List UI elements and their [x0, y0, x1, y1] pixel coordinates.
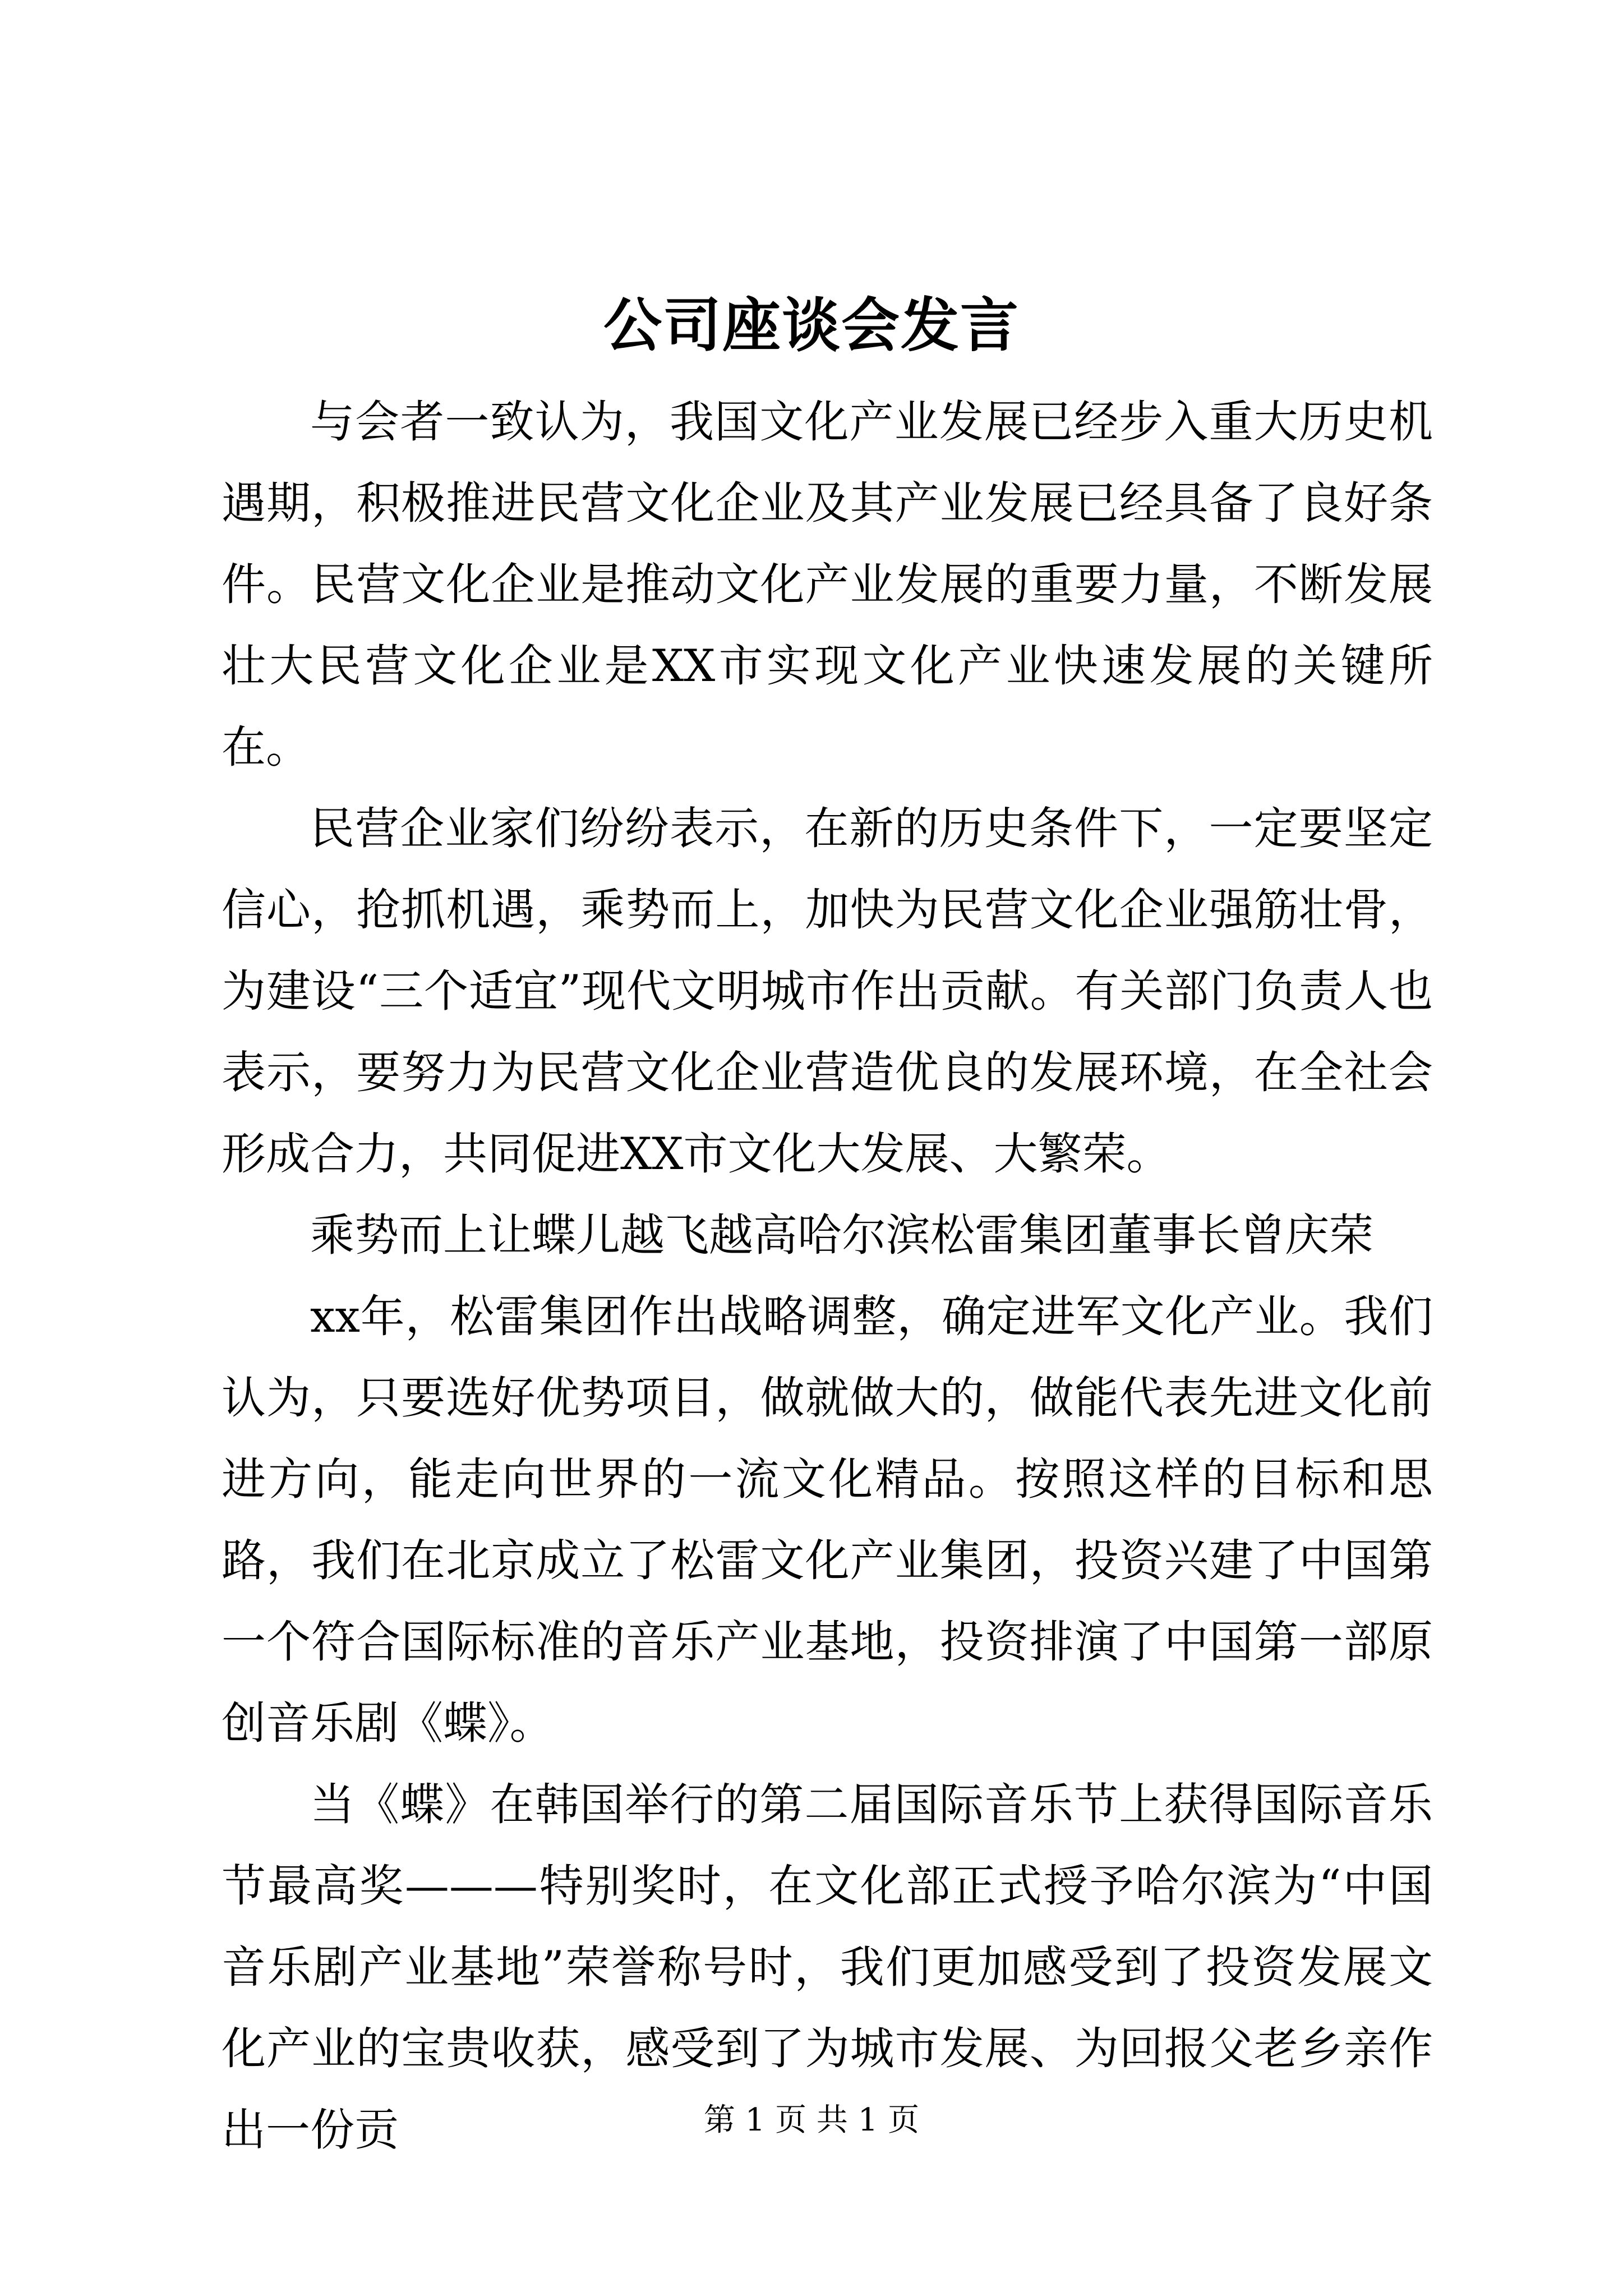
- paragraph-3: 乘势而上让蝶儿越飞越高哈尔滨松雷集团董事长曾庆荣: [310, 1209, 1373, 1261]
- paragraph-5: 当《蝶》在韩国举行的第二届国际音乐节上获得国际音乐节最高奖———特别奖时，在文化部正式授予哈尔滨为“中国音乐剧产业基地”荣誉称号时，我们更加感受到了投资发展文化产业的宝贵收获，感受到了为城市发展、为回报父老乡亲作出一份贡: [222, 1779, 1433, 2156]
- document-title: 公司座谈会发言: [603, 291, 1020, 360]
- paragraph-2: 民营企业家们纷纷表示，在新的历史条件下，一定要坚定信心，抢抓机遇，乘势而上，加快为民营文化企业强筋壮骨，为建设“三个适宜”现代文明城市作出贡献。有关部门负责人也表示，要努力为民营文化企业营造优良的发展环境，在全社会形成合力，共同促进XX市文化大发展、大繁荣。: [222, 803, 1433, 1180]
- paragraph-4: xx年，松雷集团作出战略调整，确定进军文化产业。我们认为，只要选好优势项目，做就做大的，做能代表先进文化前进方向，能走向世界的一流文化精品。按照这样的目标和思路，我们在北京成立了松雷文化产业集团，投资兴建了中国第一个符合国际标准的音乐产业基地，投资排演了中国第一部原创音乐剧《蝶》。: [222, 1291, 1433, 1749]
- document-body: [222, 381, 1433, 2171]
- page-footer: 第 1 页 共 1 页: [703, 2102, 920, 2138]
- paragraph-1: 与会者一致认为，我国文化产业发展已经步入重大历史机遇期，积极推进民营文化企业及其产业发展已经具备了良好条件。民营文化企业是推动文化产业发展的重要力量，不断发展壮大民营文化企业是XX市实现文化产业快速发展的关键所在。: [222, 396, 1433, 773]
